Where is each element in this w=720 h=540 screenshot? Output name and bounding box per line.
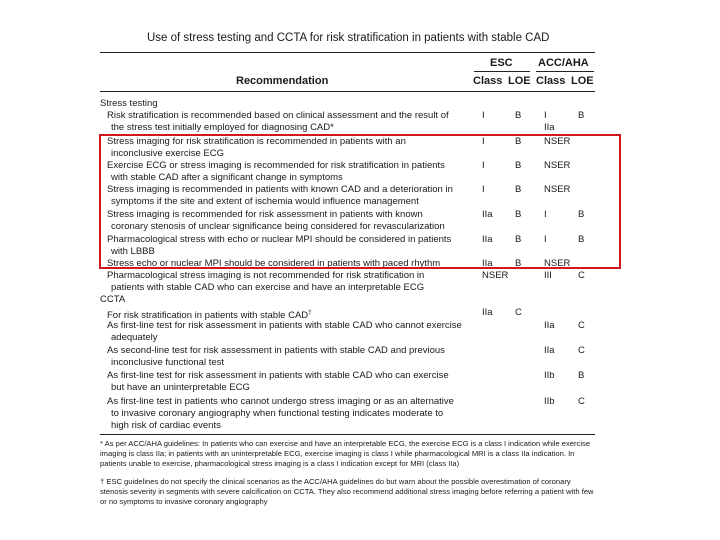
acc-loe-cell: C	[578, 270, 585, 281]
acc-class-cell: IIa	[544, 345, 555, 356]
acc-class-cell: IIb	[544, 370, 555, 381]
row-text: symptoms if the site and extent of ischemia would influence management	[111, 196, 419, 207]
esc-loe-cell: B	[515, 234, 522, 245]
esc-header: ESC	[490, 57, 513, 69]
row-text: Pharmacological stress with echo or nuclear MPI should be considered in patients	[107, 234, 452, 245]
row-text: coronary stenosis of unclear significance being considered for revascularization	[111, 221, 445, 232]
table-row	[107, 270, 472, 294]
row-text: As first-line test for risk assessment in patients with stable CAD who cannot exercise	[107, 320, 462, 331]
row-text: with stable CAD after a significant change in symptoms	[111, 172, 343, 183]
table-row	[107, 370, 472, 394]
acc-class-cell: NSER	[544, 136, 571, 147]
table-row	[107, 320, 472, 344]
row-text: Pharmacological stress imaging is not recommended for risk stratification in	[107, 270, 425, 281]
group-ccta: CCTA	[100, 294, 126, 305]
row-text: the stress test initially employed for diagnosing CAD*	[111, 122, 334, 133]
row-text: Stress imaging is recommended in patients with known CAD and a deterioration in	[107, 184, 453, 195]
esc-class-cell: I	[482, 184, 485, 195]
footnote-dagger: † ESC guidelines do not specify the clinical scenarios as the ACC/AHA guidelines do but warn about the possible overestimation of coronary stenosis severity in segments with severe calcification on CCTA. They also recommend additional stress imaging before referring a patient with few or no symptoms to invasive coronary angiography	[100, 477, 594, 506]
row-text: to invasive coronary angiography when functional testing indicates moderate to	[111, 408, 444, 419]
highlight-box	[99, 134, 621, 269]
esc-class-cell: IIa	[482, 307, 493, 318]
esc-loe-cell: B	[515, 110, 522, 121]
esc-class-cell: IIa	[482, 209, 493, 220]
esc-loe-cell: B	[515, 136, 522, 147]
table-row	[107, 345, 472, 369]
row-text: Stress imaging for risk stratification is recommended in patients with an	[107, 136, 406, 147]
acc-class-cell: NSER	[544, 258, 571, 269]
row-text: high risk of cardiac events	[111, 420, 221, 431]
row-text: inconclusive functional test	[111, 357, 225, 368]
esc-class-cell: I	[482, 160, 485, 171]
acc-loe-cell: B	[578, 110, 585, 121]
row-text: with LBBB	[111, 246, 155, 257]
acc-loe-cell: C	[578, 396, 585, 407]
esc-class-cell: I	[482, 110, 485, 121]
acc-class-cell: III	[544, 270, 552, 281]
acc-class-header: Class	[536, 75, 566, 87]
dagger-mark: †	[308, 309, 312, 316]
acc-loe-cell: C	[578, 345, 585, 356]
row-text: As first-line test in patients who cannot undergo stress imaging or as an alternative	[107, 396, 454, 407]
esc-loe-cell: B	[515, 160, 522, 171]
row-text: As second-line test for risk assessment in patients with stable CAD and previous	[107, 345, 445, 356]
row-text: For risk stratification in patients with stable CAD	[107, 310, 309, 322]
acc-class-cell: IIb	[544, 396, 555, 407]
table-row	[107, 396, 472, 432]
acc-loe-cell: B	[578, 234, 585, 245]
acc-class-cell: I	[544, 209, 547, 220]
esc-class-header: Class	[473, 75, 503, 87]
esc-class-cell: NSER	[482, 270, 509, 281]
esc-loe-header: LOE	[508, 75, 531, 87]
acc-class-cell: I	[544, 234, 547, 245]
acc-aha-header: ACC/AHA	[538, 57, 589, 69]
row-text: but have an uninterpretable ECG	[111, 382, 250, 393]
acc-class-cell: NSER	[544, 184, 571, 195]
table-row	[107, 110, 472, 134]
table-bottom-rule	[100, 434, 595, 435]
row-text: As first-line test for risk assessment in patients with stable CAD who can exercise	[107, 370, 449, 381]
group-stress-testing: Stress testing	[100, 98, 158, 109]
acc-class-cell: IIa	[544, 320, 555, 331]
esc-class-cell: I	[482, 136, 485, 147]
top-rule	[100, 52, 595, 53]
row-text: adequately	[111, 332, 158, 343]
esc-group-rule	[474, 71, 530, 72]
acc-loe-cell: C	[578, 320, 585, 331]
esc-loe-cell: B	[515, 258, 522, 269]
esc-loe-cell: C	[515, 307, 522, 318]
table-caption: Use of stress testing and CCTA for risk stratification in patients with stable CAD	[147, 32, 550, 44]
acc-class-cell: IIa	[544, 122, 555, 133]
row-text: inconclusive exercise ECG	[111, 148, 224, 159]
footnote-star: * As per ACC/AHA guidelines: In patients who can exercise and have an interpretable ECG, the exercise ECG is a class I indication while exercise imaging is class IIa; in patients with an uninterpretable ECG, exercise imaging is class I while pharmacological MRI is a class IIa indication. In patients unable to exercise, pharmacological stress imaging is a class I indication except for MRI (class IIa)	[100, 439, 591, 468]
esc-loe-cell: B	[515, 184, 522, 195]
header-bottom-rule	[100, 91, 595, 92]
acc-class-cell: I	[544, 110, 547, 121]
acc-loe-header: LOE	[571, 75, 594, 87]
recommendation-header: Recommendation	[236, 75, 329, 87]
esc-class-cell: IIa	[482, 234, 493, 245]
acc-group-rule	[536, 71, 594, 72]
esc-class-cell: IIa	[482, 258, 493, 269]
row-text: patients with stable CAD who can exercise and have an interpretable ECG	[111, 282, 425, 293]
row-text: Exercise ECG or stress imaging is recommended for risk stratification in patients	[107, 160, 445, 171]
acc-loe-cell: B	[578, 209, 585, 220]
acc-class-cell: NSER	[544, 160, 571, 171]
esc-loe-cell: B	[515, 209, 522, 220]
row-text: Stress imaging is recommended for risk assessment in patients with known	[107, 209, 423, 220]
row-text: Stress echo or nuclear MPI should be considered in patients with paced rhythm	[107, 258, 441, 269]
acc-loe-cell: B	[578, 370, 585, 381]
row-text: Risk stratification is recommended based on clinical assessment and the result of	[107, 110, 449, 121]
